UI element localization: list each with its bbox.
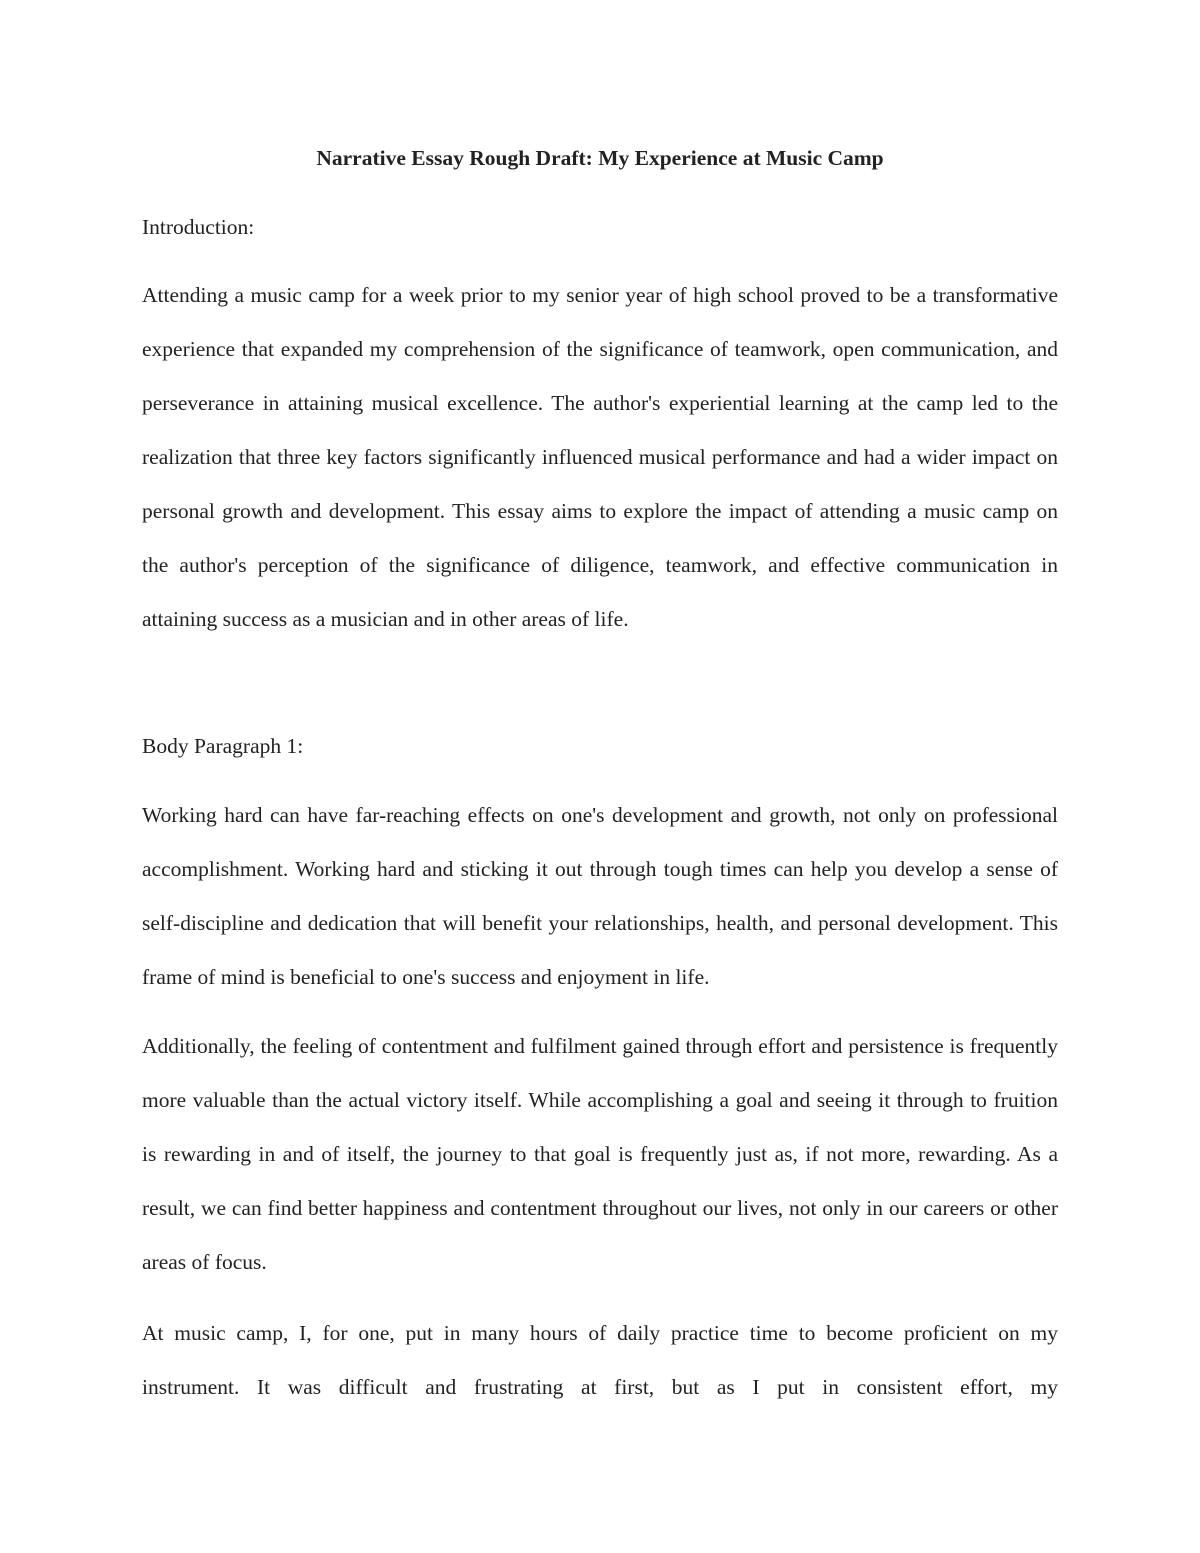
intro-paragraph: Attending a music camp for a week prior to my senior year of high school proved to be a transformative experience that expanded my comprehension of the significance of teamwork, open communication, and perseverance in attaining musical excellence. The author's experiential learning at the camp led to the realization that three key factors significantly influenced musical performance and had a wider impact on personal growth and development. This essay aims to explore the impact of attending a music camp on the author's perception of the significance of diligence, teamwork, and effective communication in attaining success as a musician and in other areas of life. xyxy=(142,283,1058,631)
body1-paragraph-1: Working hard can have far-reaching effects on one's development and growth, not only on professional accomplishment. Working hard and sticking it out through tough times can help you develop a sense of self-discipline and dedication that will benefit your relationships, health, and personal development. This frame of mind is beneficial to one's success and enjoyment in life. xyxy=(142,803,1058,989)
body1-heading: Body Paragraph 1: xyxy=(142,734,304,758)
document-title: Narrative Essay Rough Draft: My Experience at Music Camp xyxy=(316,146,884,170)
body1-paragraph-3: At music camp, I, for one, put in many hours of daily practice time to become proficient on my instrument. It was difficult and frustrating at first, but as I put in consistent effort, my xyxy=(142,1321,1058,1399)
body1-paragraph-2: Additionally, the feeling of contentment and fulfilment gained through effort and persistence is frequently more valuable than the actual victory itself. While accomplishing a goal and seeing it through to fruition is rewarding in and of itself, the journey to that goal is frequently just as, if not more, rewarding. As a result, we can find better happiness and contentment throughout our lives, not only in our careers or other areas of focus. xyxy=(142,1034,1058,1274)
intro-heading: Introduction: xyxy=(142,215,255,239)
